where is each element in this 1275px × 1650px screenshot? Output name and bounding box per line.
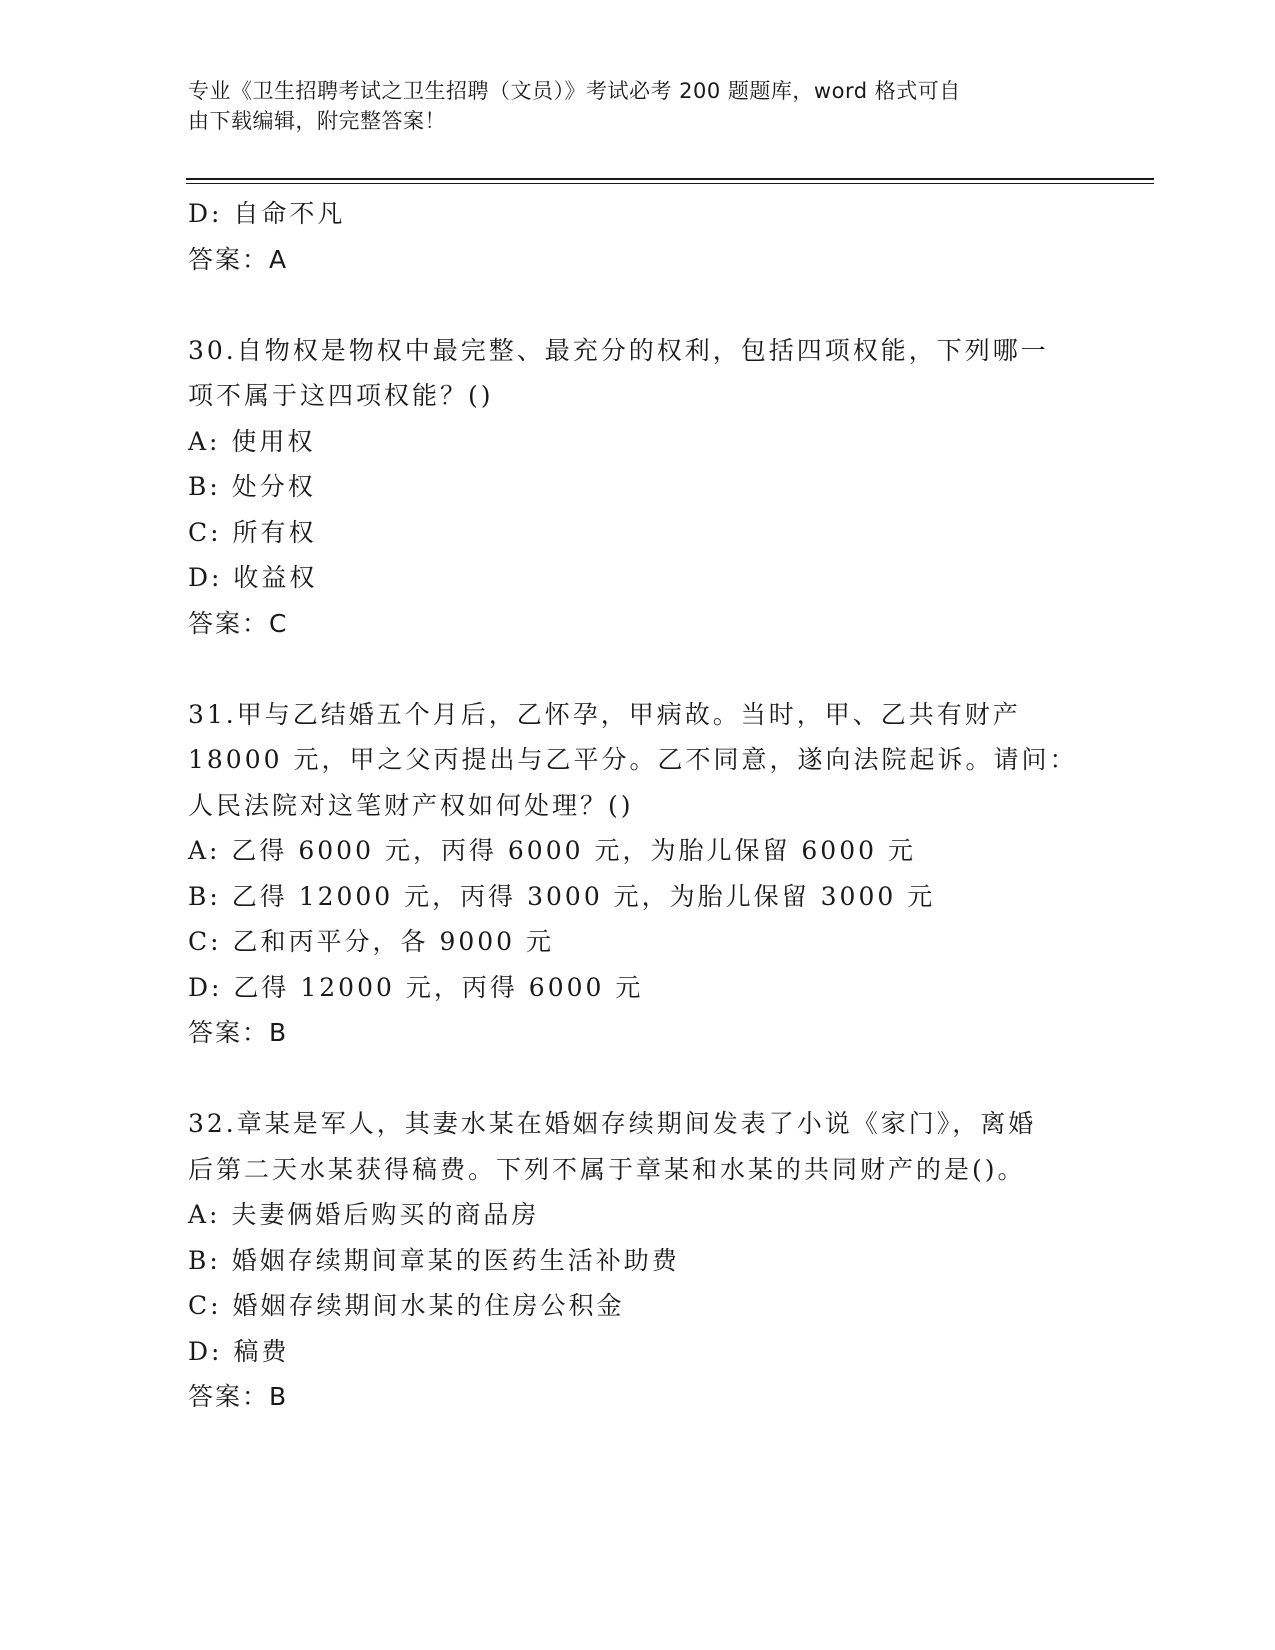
option-c: C: 乙和丙平分，各 9000 元 [188, 927, 555, 956]
answer-line: 答案：B [188, 1382, 289, 1411]
header-rule-thin [186, 183, 1154, 184]
option-a: A: 乙得 6000 元，丙得 6000 元，为胎儿保留 6000 元 [188, 836, 916, 865]
header-line-2: 由下载编辑，附完整答案！ [188, 109, 446, 133]
option-b: B: 婚姻存续期间章某的医药生活补助费 [188, 1245, 680, 1275]
question-29-tail [188, 191, 1088, 282]
question-30 [188, 328, 1088, 647]
answer-line: 答案：B [188, 1018, 289, 1047]
question-list [188, 191, 1088, 1420]
option-d: D: 乙得 12000 元，丙得 6000 元 [188, 972, 644, 1002]
option-b: B: 乙得 12000 元，丙得 3000 元，为胎儿保留 3000 元 [188, 881, 936, 911]
header-rule-thick [186, 178, 1154, 180]
option-a: A: 使用权 [188, 426, 316, 456]
option-c: C: 所有权 [188, 517, 317, 547]
question-text-line: 人民法院对这笔财产权如何处理？() [188, 790, 634, 820]
option-d: D: 自命不凡 [188, 199, 346, 228]
page-header [188, 76, 1068, 136]
spacer [188, 282, 1088, 328]
question-text-line: 项不属于这四项权能？() [188, 381, 494, 410]
option-a: A: 夫妻俩婚后购买的商品房 [188, 1200, 540, 1229]
spacer [188, 1056, 1088, 1102]
answer-line: 答案：A [188, 244, 289, 274]
spacer [188, 646, 1088, 692]
header-line-1: 专业《卫生招聘考试之卫生招聘（文员）》考试必考 200 题题库，word 格式可自 [188, 79, 961, 103]
question-text-line: 18000 元，甲之父丙提出与乙平分。乙不同意，遂向法院起诉。请问： [188, 745, 1078, 774]
question-text-line: 30.自物权是物权中最完整、最充分的权利，包括四项权能，下列哪一 [188, 335, 1049, 365]
option-b: B: 处分权 [188, 472, 316, 501]
answer-line: 答案：C [188, 608, 289, 638]
question-32 [188, 1101, 1088, 1420]
option-c: C: 婚姻存续期间水某的住房公积金 [188, 1291, 625, 1320]
option-d: D: 收益权 [188, 563, 318, 592]
option-d: D: 稿费 [188, 1336, 290, 1366]
question-text-line: 后第二天水某获得稿费。下列不属于章某和水某的共同财产的是()。 [188, 1154, 1026, 1184]
question-text-line: 32.章某是军人，其妻水某在婚姻存续期间发表了小说《家门》，离婚 [188, 1109, 1037, 1138]
question-text-line: 31.甲与乙结婚五个月后，乙怀孕，甲病故。当时，甲、乙共有财产 [188, 699, 1021, 729]
question-31 [188, 692, 1088, 1056]
